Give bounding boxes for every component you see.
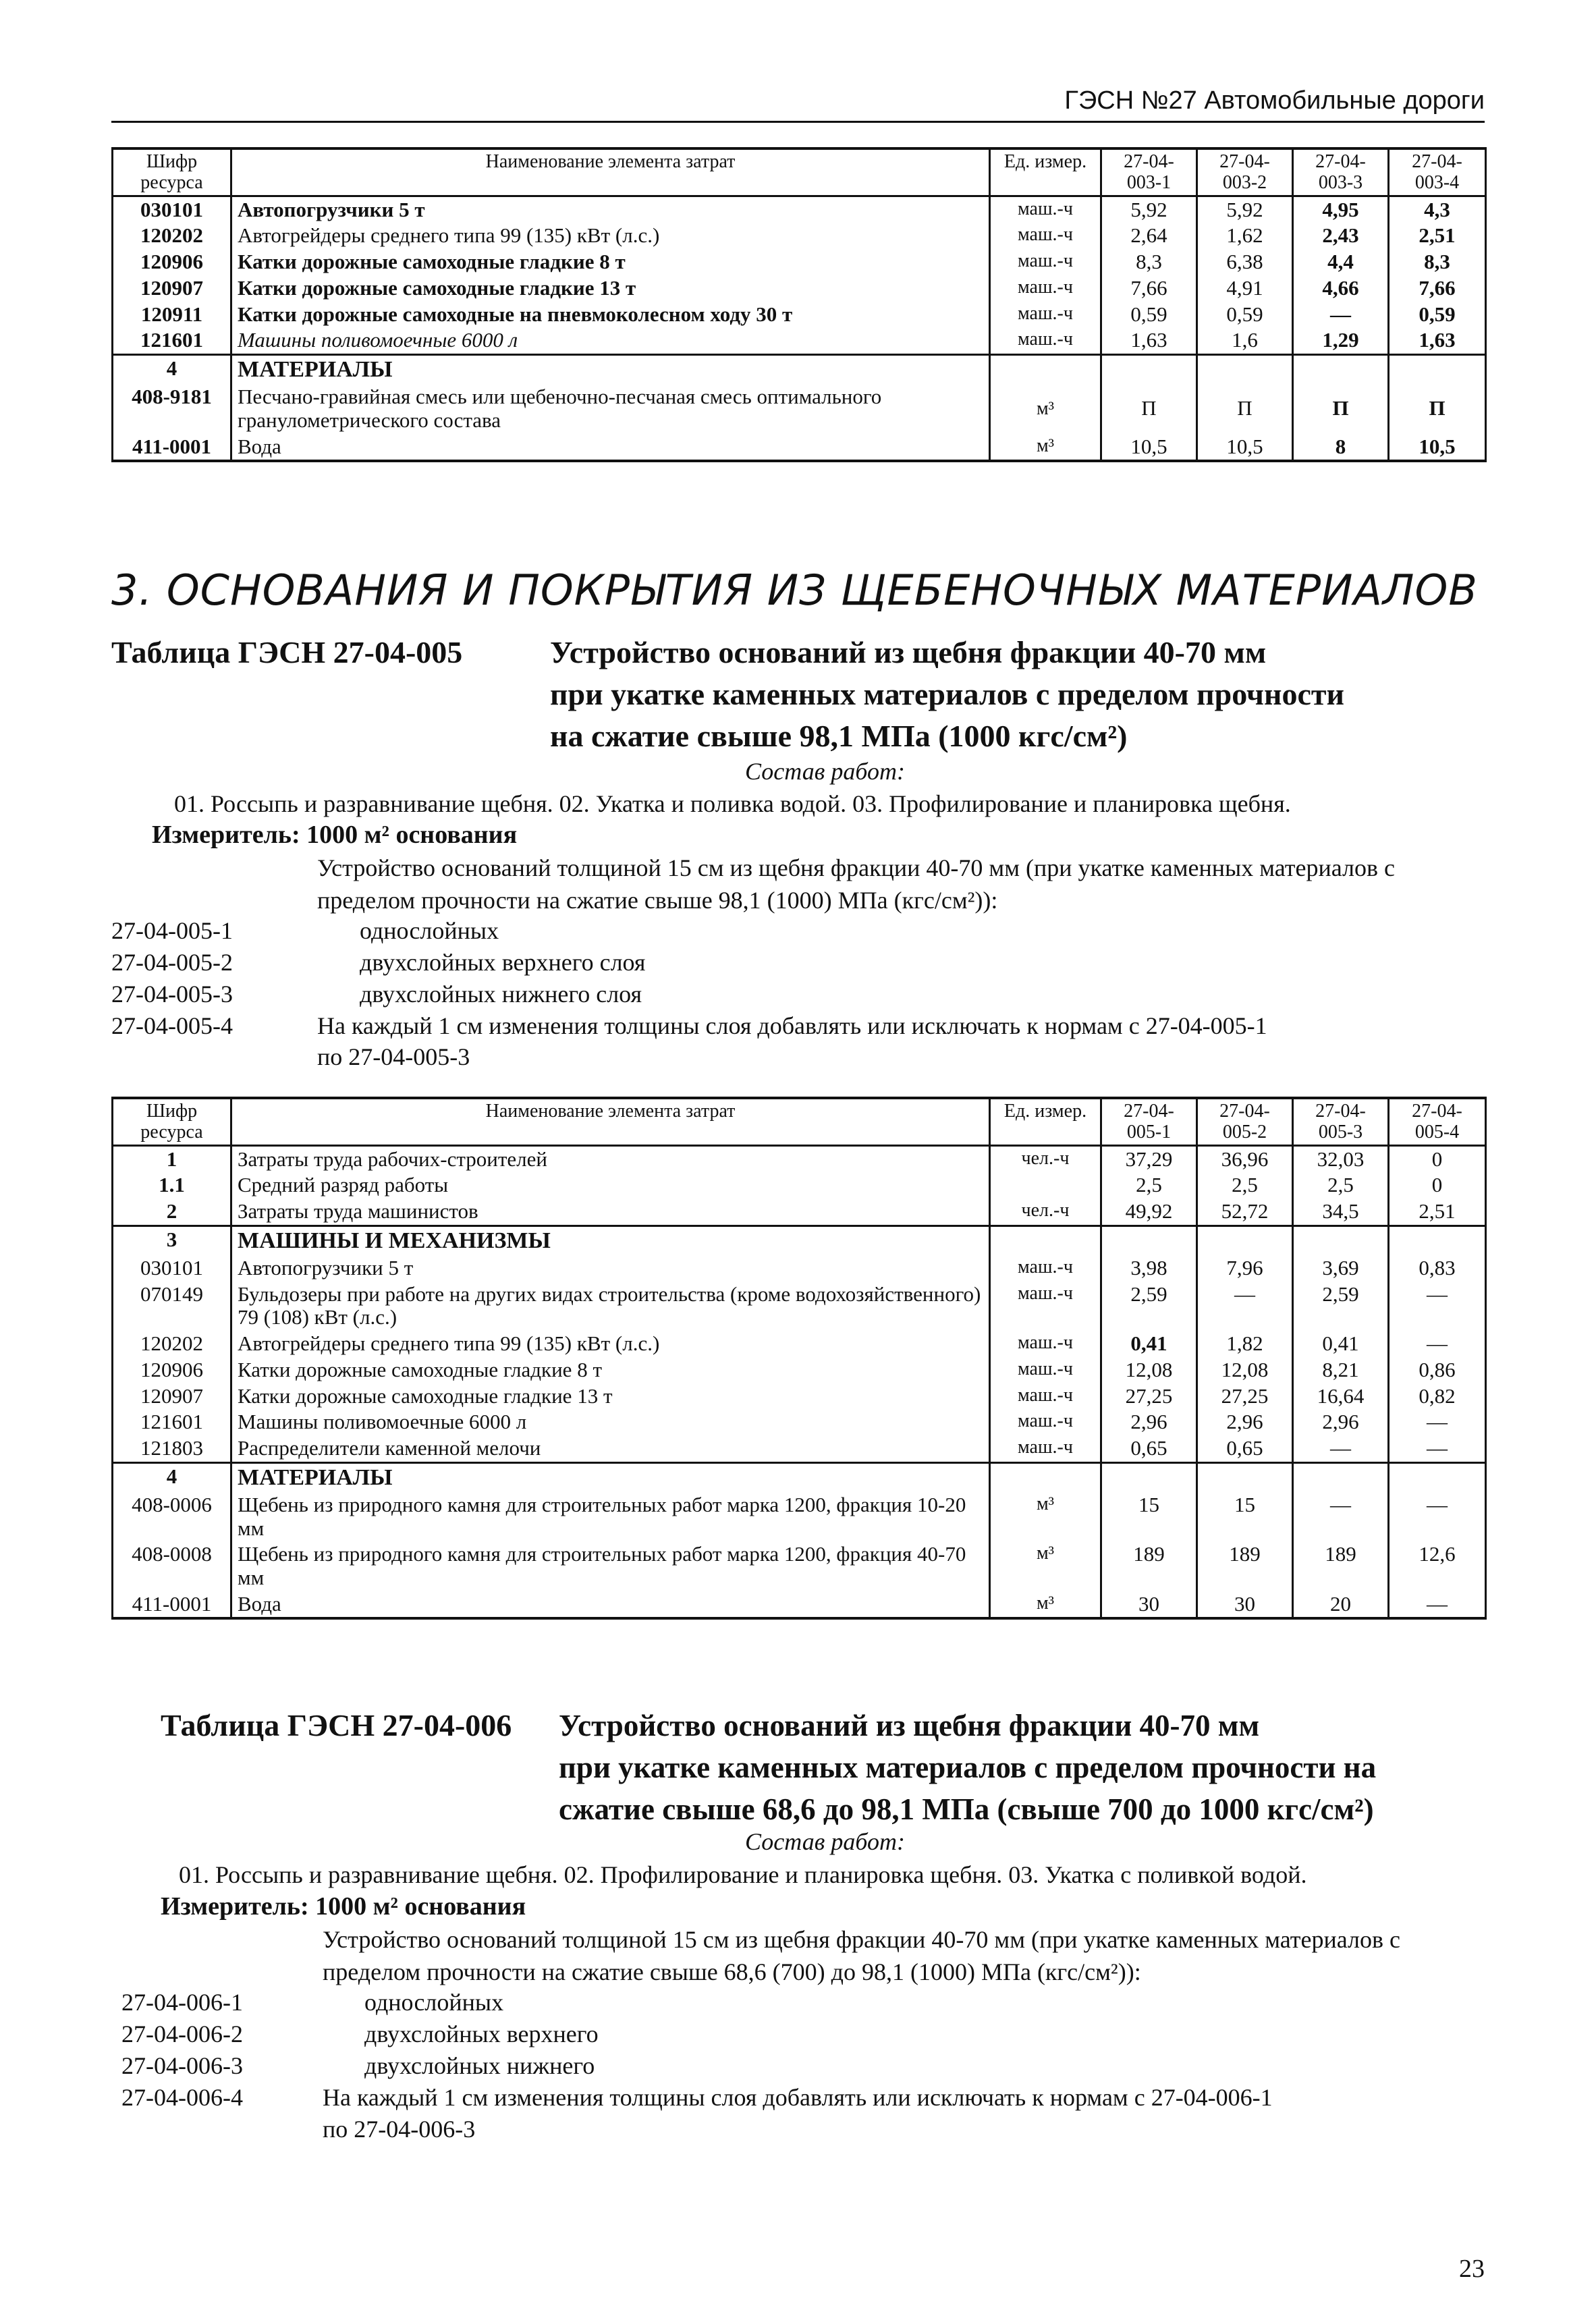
row-unit: маш.-ч (990, 275, 1101, 302)
variant-code: 27-04-005-3 (111, 981, 233, 1008)
table-row (113, 1435, 1486, 1462)
row-v4: — (1389, 1331, 1486, 1357)
variant-code: 27-04-005-2 (111, 949, 233, 976)
row-v4: — (1389, 1282, 1486, 1331)
row-v4: 10,5 (1389, 434, 1486, 462)
row-v1: 0,59 (1101, 302, 1197, 328)
row-unit: м³ (990, 1591, 1101, 1619)
row-v3: 16,64 (1293, 1383, 1389, 1410)
variant-code: 27-04-006-3 (121, 2052, 243, 2079)
row-v1: 49,92 (1101, 1199, 1197, 1226)
row-v1: 37,29 (1101, 1145, 1197, 1172)
row-name: Катки дорожные самоходные гладкие 8 т (231, 249, 990, 275)
row-code: 2 (113, 1199, 231, 1226)
row-v2: 1,6 (1197, 327, 1293, 354)
table-row (113, 1591, 1486, 1619)
row-v2: 189 (1197, 1541, 1293, 1591)
row-name: Автогрейдеры среднего типа 99 (135) кВт (л.с.) (231, 1331, 990, 1357)
row-v4: 0 (1389, 1172, 1486, 1199)
row-v1: 3,98 (1101, 1255, 1197, 1282)
row-name: Автопогрузчики 5 т (231, 196, 990, 223)
col-header-v2: 27-04-003-2 (1197, 148, 1293, 196)
section-title: МАШИНЫ И МЕХАНИЗМЫ (231, 1226, 990, 1255)
col-header-v3: 27-04-005-3 (1293, 1098, 1389, 1145)
variant-text: На каждый 1 см изменения толщины слоя добавлять или исключать к нормам с 27-04-006-1 (323, 2084, 1273, 2111)
variant-code: 27-04-005-1 (111, 917, 233, 944)
col-header-v3: 27-04-003-3 (1293, 148, 1389, 196)
row-v2: 52,72 (1197, 1199, 1293, 1226)
table-row (113, 1541, 1486, 1591)
variant-text: двухслойных нижнего слоя (360, 981, 642, 1008)
row-v4: 0,59 (1389, 302, 1486, 328)
row-v4: 2,51 (1389, 1199, 1486, 1226)
row-v1: 189 (1101, 1541, 1197, 1591)
row-name: Катки дорожные самоходные на пневмоколесном ходу 30 т (231, 302, 990, 328)
row-code: 120906 (113, 249, 231, 275)
row-v4: 12,6 (1389, 1541, 1486, 1591)
col-header-v4: 27-04-005-4 (1389, 1098, 1486, 1145)
row-v1: 2,5 (1101, 1172, 1197, 1199)
row-v4: 1,63 (1389, 327, 1486, 354)
row-code: 120907 (113, 1383, 231, 1410)
variant-code: 27-04-006-2 (121, 2020, 243, 2047)
row-v1: 30 (1101, 1591, 1197, 1619)
meter-005: Измеритель: 1000 м² основания (152, 821, 518, 849)
table-title-005 (550, 632, 1344, 757)
title-line: сжатие свыше 68,6 до 98,1 МПа (свыше 700 до 1000 кгс/см²) (559, 1792, 1374, 1826)
table-row (113, 384, 1486, 433)
row-unit: маш.-ч (990, 302, 1101, 328)
table-row (113, 327, 1486, 354)
table-header-row (113, 148, 1486, 196)
row-v3: — (1293, 1492, 1389, 1541)
row-v2: 1,82 (1197, 1331, 1293, 1357)
section-number: 4 (113, 355, 231, 385)
row-v3: 3,69 (1293, 1255, 1389, 1282)
table-title-006 (559, 1705, 1376, 1830)
row-v2: 2,96 (1197, 1409, 1293, 1435)
row-name: Машины поливомоечные 6000 л (231, 327, 990, 354)
row-name: Затраты труда рабочих-строителей (231, 1145, 990, 1172)
table-row (113, 434, 1486, 462)
row-v3: 34,5 (1293, 1199, 1389, 1226)
row-name: Катки дорожные самоходные гладкие 13 т (231, 1383, 990, 1410)
row-v1: 2,96 (1101, 1409, 1197, 1435)
row-v2: 4,91 (1197, 275, 1293, 302)
row-v3: 32,03 (1293, 1145, 1389, 1172)
row-v3: 4,66 (1293, 275, 1389, 302)
row-v2: 15 (1197, 1492, 1293, 1541)
row-v3: 2,96 (1293, 1409, 1389, 1435)
row-v2: 6,38 (1197, 249, 1293, 275)
col-header-unit: Ед. измер. (990, 148, 1101, 196)
sostav-label-005: Состав работ: (745, 758, 905, 785)
row-code: 120911 (113, 302, 231, 328)
intro-005: Устройство оснований толщиной 15 см из щебня фракции 40-70 мм (при укатке каменных материалов с пределом прочности на сжатие свыше 98,1 (1000) МПа (кгс/см²)): (317, 854, 1395, 914)
row-v3: 2,5 (1293, 1172, 1389, 1199)
row-unit: маш.-ч (990, 1255, 1101, 1282)
row-v2: 7,96 (1197, 1255, 1293, 1282)
variant-text: двухслойных нижнего (364, 2052, 595, 2079)
col-header-code: Шифр ресурса (113, 148, 231, 196)
row-unit: маш.-ч (990, 327, 1101, 354)
table-row (113, 1199, 1486, 1226)
variant-code: 27-04-005-4 (111, 1012, 233, 1039)
table-row (113, 1255, 1486, 1282)
row-v3: 2,59 (1293, 1282, 1389, 1331)
col-header-v2: 27-04-005-2 (1197, 1098, 1293, 1145)
row-code: 120202 (113, 1331, 231, 1357)
row-code: 070149 (113, 1282, 231, 1331)
row-code: 408-9181 (113, 384, 231, 433)
col-header-name: Наименование элемента затрат (231, 1098, 990, 1145)
row-unit: маш.-ч (990, 1435, 1101, 1462)
row-unit: м³ (990, 384, 1101, 433)
table-row (113, 1282, 1486, 1331)
col-header-v4: 27-04-003-4 (1389, 148, 1486, 196)
row-code: 121601 (113, 1409, 231, 1435)
col-header-v1: 27-04-003-1 (1101, 148, 1197, 196)
row-unit: м³ (990, 434, 1101, 462)
title-line: при укатке каменных материалов с пределом прочности (550, 677, 1345, 711)
row-v3: 2,43 (1293, 223, 1389, 249)
row-unit: чел.-ч (990, 1199, 1101, 1226)
row-v4: 0,82 (1389, 1383, 1486, 1410)
row-v3: 20 (1293, 1591, 1389, 1619)
row-v1: 7,66 (1101, 275, 1197, 302)
row-name: Бульдозеры при работе на других видах строительства (кроме водохозяйственного) 79 (108) кВт (л.с.) (231, 1282, 990, 1331)
row-unit: чел.-ч (990, 1145, 1101, 1172)
row-v2: 2,5 (1197, 1172, 1293, 1199)
resource-table-005 (111, 1097, 1487, 1620)
row-unit: м³ (990, 1492, 1101, 1541)
row-v2: 30 (1197, 1591, 1293, 1619)
row-name: Вода (231, 434, 990, 462)
row-code: 1 (113, 1145, 231, 1172)
table-row (113, 223, 1486, 249)
row-v4: 2,51 (1389, 223, 1486, 249)
row-v3: 4,95 (1293, 196, 1389, 223)
row-v3: 8,21 (1293, 1357, 1389, 1383)
row-code: 411-0001 (113, 1591, 231, 1619)
row-v2: 1,62 (1197, 223, 1293, 249)
table-row (113, 1172, 1486, 1199)
row-code: 121601 (113, 327, 231, 354)
row-v1: 27,25 (1101, 1383, 1197, 1410)
title-line: на сжатие свыше 98,1 МПа (1000 кгс/см²) (550, 719, 1128, 753)
intro-006: Устройство оснований толщиной 15 см из щебня фракции 40-70 мм (при укатке каменных материалов с пределом прочности на сжатие свыше 68,6 (700) до 98,1 (1000) МПа (кгс/см²)): (323, 1926, 1400, 1985)
row-code: 120906 (113, 1357, 231, 1383)
row-name: Катки дорожные самоходные гладкие 13 т (231, 275, 990, 302)
row-v1: 0,41 (1101, 1331, 1197, 1357)
row-unit: маш.-ч (990, 196, 1101, 223)
col-header-code: Шифр ресурса (113, 1098, 231, 1145)
row-v1: 12,08 (1101, 1357, 1197, 1383)
col-header-unit: Ед. измер. (990, 1098, 1101, 1145)
row-v3: 189 (1293, 1541, 1389, 1591)
variant-text-cont: по 27-04-005-3 (317, 1043, 470, 1070)
row-v3: 0,41 (1293, 1331, 1389, 1357)
col-header-v1: 27-04-005-1 (1101, 1098, 1197, 1145)
row-v2: 0,65 (1197, 1435, 1293, 1462)
row-v1: 2,59 (1101, 1282, 1197, 1331)
section-row (113, 1462, 1486, 1492)
row-unit: маш.-ч (990, 1383, 1101, 1410)
resource-table-003 (111, 147, 1487, 462)
row-v4: 8,3 (1389, 249, 1486, 275)
row-v4: 0 (1389, 1145, 1486, 1172)
row-v1: П (1101, 384, 1197, 433)
row-v3: — (1293, 302, 1389, 328)
row-code: 120202 (113, 223, 231, 249)
section-row (113, 1226, 1486, 1255)
row-code: 1.1 (113, 1172, 231, 1199)
chapter-title: 3. ОСНОВАНИЯ И ПОКРЫТИЯ ИЗ ЩЕБЕНОЧНЫХ МАТЕРИАЛОВ (111, 566, 1478, 615)
table-label-006: Таблица ГЭСН 27-04-006 (161, 1708, 512, 1742)
section-number: 3 (113, 1226, 231, 1255)
page-number: 23 (1459, 2255, 1485, 2283)
row-unit: маш.-ч (990, 223, 1101, 249)
meter-006: Измеритель: 1000 м² основания (161, 1892, 526, 1921)
row-name: Катки дорожные самоходные гладкие 8 т (231, 1357, 990, 1383)
running-head: ГЭСН №27 Автомобильные дороги (111, 86, 1485, 123)
row-name: Вода (231, 1591, 990, 1619)
sostav-label-006: Состав работ: (745, 1828, 905, 1855)
row-v4: 7,66 (1389, 275, 1486, 302)
table-row (113, 1357, 1486, 1383)
variant-text-cont: по 27-04-006-3 (323, 2116, 476, 2143)
row-v2: 5,92 (1197, 196, 1293, 223)
row-v4: 0,83 (1389, 1255, 1486, 1282)
row-v1: 0,65 (1101, 1435, 1197, 1462)
row-code: 030101 (113, 196, 231, 223)
row-v4: — (1389, 1435, 1486, 1462)
row-v2: — (1197, 1282, 1293, 1331)
variant-code: 27-04-006-1 (121, 1989, 243, 2016)
row-name: Затраты труда машинистов (231, 1199, 990, 1226)
table-row (113, 1331, 1486, 1357)
table-label-005: Таблица ГЭСН 27-04-005 (111, 635, 463, 669)
row-v2: 10,5 (1197, 434, 1293, 462)
section-row (113, 355, 1486, 385)
row-v4: П (1389, 384, 1486, 433)
section-number: 4 (113, 1462, 231, 1492)
table-row (113, 275, 1486, 302)
row-v2: 12,08 (1197, 1357, 1293, 1383)
row-v4: — (1389, 1409, 1486, 1435)
row-name: Распределители каменной мелочи (231, 1435, 990, 1462)
row-v3: — (1293, 1435, 1389, 1462)
row-code: 411-0001 (113, 434, 231, 462)
row-v1: 10,5 (1101, 434, 1197, 462)
row-v3: П (1293, 384, 1389, 433)
row-unit: маш.-ч (990, 1409, 1101, 1435)
table-row (113, 302, 1486, 328)
table-row (113, 1383, 1486, 1410)
title-line: Устройство оснований из щебня фракции 40-70 мм (559, 1709, 1260, 1742)
row-code: 120907 (113, 275, 231, 302)
row-code: 030101 (113, 1255, 231, 1282)
variant-text: На каждый 1 см изменения толщины слоя добавлять или исключать к нормам с 27-04-005-1 (317, 1012, 1267, 1039)
row-code: 121803 (113, 1435, 231, 1462)
row-v1: 1,63 (1101, 327, 1197, 354)
row-v3: 1,29 (1293, 327, 1389, 354)
row-v1: 8,3 (1101, 249, 1197, 275)
row-v3: 8 (1293, 434, 1389, 462)
row-unit: маш.-ч (990, 1357, 1101, 1383)
row-unit: маш.-ч (990, 249, 1101, 275)
row-v1: 2,64 (1101, 223, 1197, 249)
table-row (113, 249, 1486, 275)
row-unit (990, 1172, 1101, 1199)
table-header-row (113, 1098, 1486, 1145)
variant-text: двухслойных верхнего (364, 2020, 599, 2047)
row-unit: маш.-ч (990, 1331, 1101, 1357)
variant-text: однослойных (364, 1989, 504, 2016)
row-name: Машины поливомоечные 6000 л (231, 1409, 990, 1435)
row-v3: 4,4 (1293, 249, 1389, 275)
table-row (113, 1145, 1486, 1172)
row-code: 408-0008 (113, 1541, 231, 1591)
row-v4: — (1389, 1591, 1486, 1619)
col-header-name: Наименование элемента затрат (231, 148, 990, 196)
row-name: Щебень из природного камня для строительных работ марка 1200, фракция 10-20 мм (231, 1492, 990, 1541)
works-list-005: 01. Россыпь и разравнивание щебня. 02. Укатка и поливка водой. 03. Профилирование и планировка щебня. (174, 790, 1291, 817)
works-list-006: 01. Россыпь и разравнивание щебня. 02. Профилирование и планировка щебня. 03. Укатка с поливкой водой. (179, 1861, 1307, 1888)
row-v2: П (1197, 384, 1293, 433)
section-title: МАТЕРИАЛЫ (231, 355, 990, 385)
row-name: Щебень из природного камня для строительных работ марка 1200, фракция 40-70 мм (231, 1541, 990, 1591)
title-line: при укатке каменных материалов с пределом прочности на (559, 1751, 1377, 1784)
row-name: Средний разряд работы (231, 1172, 990, 1199)
row-v1: 15 (1101, 1492, 1197, 1541)
row-name: Автопогрузчики 5 т (231, 1255, 990, 1282)
row-unit: м³ (990, 1541, 1101, 1591)
row-v1: 5,92 (1101, 196, 1197, 223)
table-row (113, 1409, 1486, 1435)
row-v4: — (1389, 1492, 1486, 1541)
row-v4: 0,86 (1389, 1357, 1486, 1383)
row-v4: 4,3 (1389, 196, 1486, 223)
row-code: 408-0006 (113, 1492, 231, 1541)
variant-code: 27-04-006-4 (121, 2084, 243, 2111)
variant-text: однослойных (360, 917, 499, 944)
table-row (113, 196, 1486, 223)
table-row (113, 1492, 1486, 1541)
title-line: Устройство оснований из щебня фракции 40-70 мм (550, 635, 1267, 669)
row-name: Автогрейдеры среднего типа 99 (135) кВт (л.с.) (231, 223, 990, 249)
row-unit: маш.-ч (990, 1282, 1101, 1331)
row-name: Песчано-гравийная смесь или щебеночно-песчаная смесь оптимального гранулометрического состава (231, 384, 990, 433)
row-v2: 36,96 (1197, 1145, 1293, 1172)
section-title: МАТЕРИАЛЫ (231, 1462, 990, 1492)
row-v2: 27,25 (1197, 1383, 1293, 1410)
row-v2: 0,59 (1197, 302, 1293, 328)
variant-text: двухслойных верхнего слоя (360, 949, 646, 976)
